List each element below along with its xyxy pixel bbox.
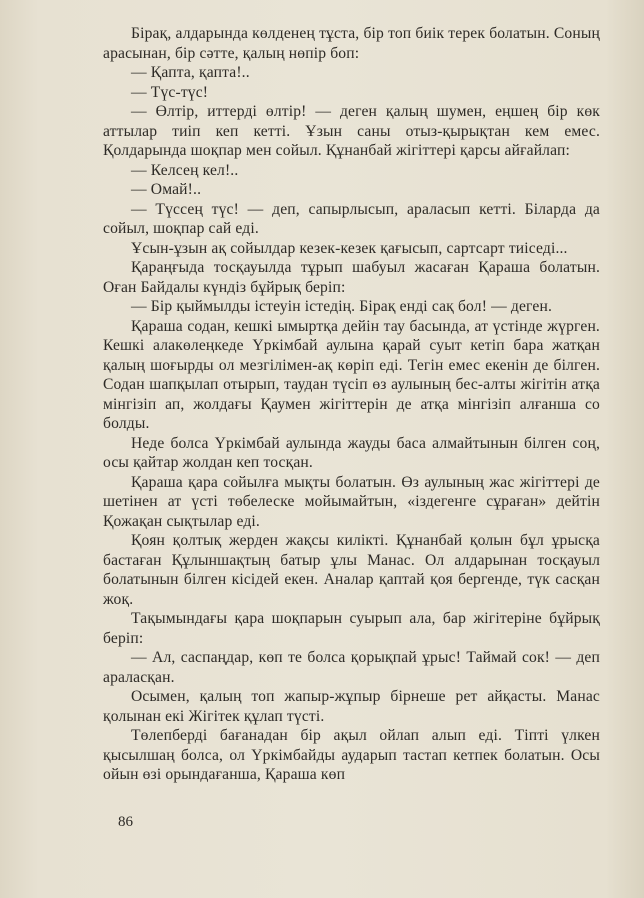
page-text: [103, 24, 600, 785]
paragraph: — Омай!..: [131, 181, 202, 198]
paragraph: — Бір қыймылды істеуін істедің. Бірақ енді сақ бол! — деген.: [131, 298, 552, 315]
paragraph: Қараңғыда тосқауылда тұрып шабуыл жасаған Қараша болатын. Оған Байдалы күндіз бұйрық беріп:: [103, 259, 600, 296]
paragraph: — Түс-түс!: [131, 83, 209, 101]
page-number: 86: [118, 814, 133, 830]
paragraph: — Қапта, қапта!..: [131, 64, 250, 81]
paragraph: — Ал, саспаңдар, көп те болса қорықпай ұрыс! Таймай сок! — деп араласқан.: [103, 649, 600, 686]
paragraph: Тақымындағы қара шоқпарын суырып ала, бар жігітеріне бұйрық беріп:: [103, 610, 600, 647]
paragraph: — Келсең кел!..: [131, 161, 239, 179]
paragraph: Неде болса Үркімбай аулында жауды баса алмайтынын білген соң, осы қайтар жолдан кеп тосқан.: [103, 434, 600, 471]
paragraph: — Өлтір, иттерді өлтір! — деген қалың шумен, еңшең бір көк аттылар тиіп кеп кетті. Ұзын саны отыз-қырықтан кем емес. Қолдарында шоқпар мен сойыл. Құнанбай жігіттері қарсы айғайлап:: [103, 103, 600, 159]
paragraph: Бірақ, алдарында көлденең тұста, бір топ биік терек болатын. Соның арасынан, бір сәтте, қалың нөпір боп:: [103, 25, 600, 62]
paragraph: Қоян қолтық жерден жақсы килікті. Құнанбай қолын бұл ұрысқа бастаған Құлыншақтың батыр ұлы Манас. Ол алдарынан тосқауыл болатынын білген кісідей екен. Аналар қаптай қоя бергенде, түк сасқан жоқ.: [103, 532, 600, 608]
paragraph: — Түссең түс! — деп, сапырлысып, араласып кетті. Біларда да сойыл, шоқпар сай еді.: [103, 200, 600, 237]
paragraph: Осымен, қалың топ жапыр-жұпыр бірнеше рет айқасты. Манас қолынан екі Жігітек құлап түсті.: [103, 688, 600, 725]
paragraph: Төлепберді бағанадан бір ақыл ойлап алып еді. Тіпті үлкен қысылшаң болса, ол Үркімбайды аударып тастап кетпек болатын. Осы ойын өзі орындағанша, Қараша көп: [103, 727, 600, 783]
paragraph: Қараша содан, кешкі ымыртқа дейін тау басында, ат үстінде жүрген. Кешкі алакөлеңкеде Үркімбай аулына қарай суыт кетіп бара жатқан қалың шоғырды ол мезгілімен-ақ көріп еді. Тегін емес екенін де білген. Содан шапқылап отырып, таудан түсіп өз аулының бес-алты жігітін атқа мінгізіп ап, жолдағы Қаумен жігіттерін де атқа мінгізіп алғанша со болды.: [103, 317, 600, 432]
paragraph: Қараша қара сойылға мықты болатын. Өз аулының жас жігіттері де шетінен ат үсті төбелеске мойымайтын, «іздегенге сұраған» дейтін Қожақан сықтылар еді.: [103, 473, 600, 530]
paragraph: Ұсын-ұзын ақ сойылдар кезек-кезек қағысып, сартсарт тиіседі...: [131, 239, 568, 257]
